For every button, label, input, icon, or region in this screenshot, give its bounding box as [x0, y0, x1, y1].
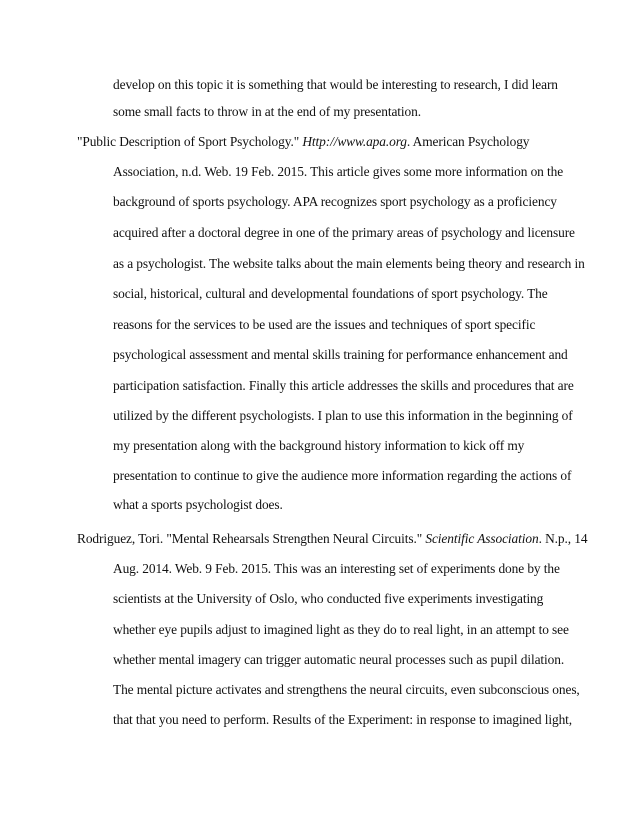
text-line: acquired after a doctoral degree in one of the primary areas of psychology and licensure: [113, 225, 575, 240]
text-line: scientists at the University of Oslo, who conducted five experiments investigating: [113, 591, 544, 606]
text-line: reasons for the services to be used are the issues and techniques of sport specific: [113, 317, 536, 332]
text-line: The mental picture activates and strengthens the neural circuits, even subconscious ones,: [113, 682, 580, 697]
citation-publisher: . American Psychology: [406, 134, 530, 149]
text-line: whether eye pupils adjust to imagined light as they do to real light, in an attempt to see: [113, 622, 569, 637]
citation-title: "Public Description of Sport Psychology.": [77, 134, 303, 149]
text-line: whether mental imagery can trigger automatic neural processes such as pupil dilation.: [113, 652, 565, 667]
text-line: Aug. 2014. Web. 9 Feb. 2015. This was an interesting set of experiments done by the: [113, 561, 560, 576]
citation-title: Rodriguez, Tori. "Mental Rehearsals Strengthen Neural Circuits.": [77, 531, 426, 546]
citation-source: Http://www.apa.org: [302, 134, 407, 149]
text-line: develop on this topic it is something that would be interesting to research, I did learn: [113, 77, 558, 92]
text-line: what a sports psychologist does.: [113, 497, 283, 512]
text-line: social, historical, cultural and developmental foundations of sport psychology. The: [113, 286, 548, 301]
text-line: utilized by the different psychologists. I plan to use this information in the beginning of: [113, 408, 573, 423]
citation-publisher: . N.p., 14: [538, 531, 588, 546]
citation-source: Scientific Association: [425, 531, 539, 546]
text-line: some small facts to throw in at the end of my presentation.: [113, 104, 421, 119]
text-line: background of sports psychology. APA recognizes sport psychology as a proficiency: [113, 194, 557, 209]
text-line: as a psychologist. The website talks about the main elements being theory and research in: [113, 256, 585, 271]
citation-heading-apa: [77, 134, 529, 150]
text-line: that that you need to perform. Results of the Experiment: in response to imagined light,: [113, 712, 573, 727]
text-line: my presentation along with the background history information to kick off my: [113, 438, 525, 453]
text-line: psychological assessment and mental skills training for performance enhancement and: [113, 347, 568, 362]
text-line: Association, n.d. Web. 19 Feb. 2015. This article gives some more information on the: [113, 164, 564, 179]
text-line: participation satisfaction. Finally this article addresses the skills and procedures that are: [113, 378, 574, 393]
text-line: presentation to continue to give the audience more information regarding the actions of: [113, 468, 572, 483]
citation-heading-rodriguez: [77, 531, 587, 547]
